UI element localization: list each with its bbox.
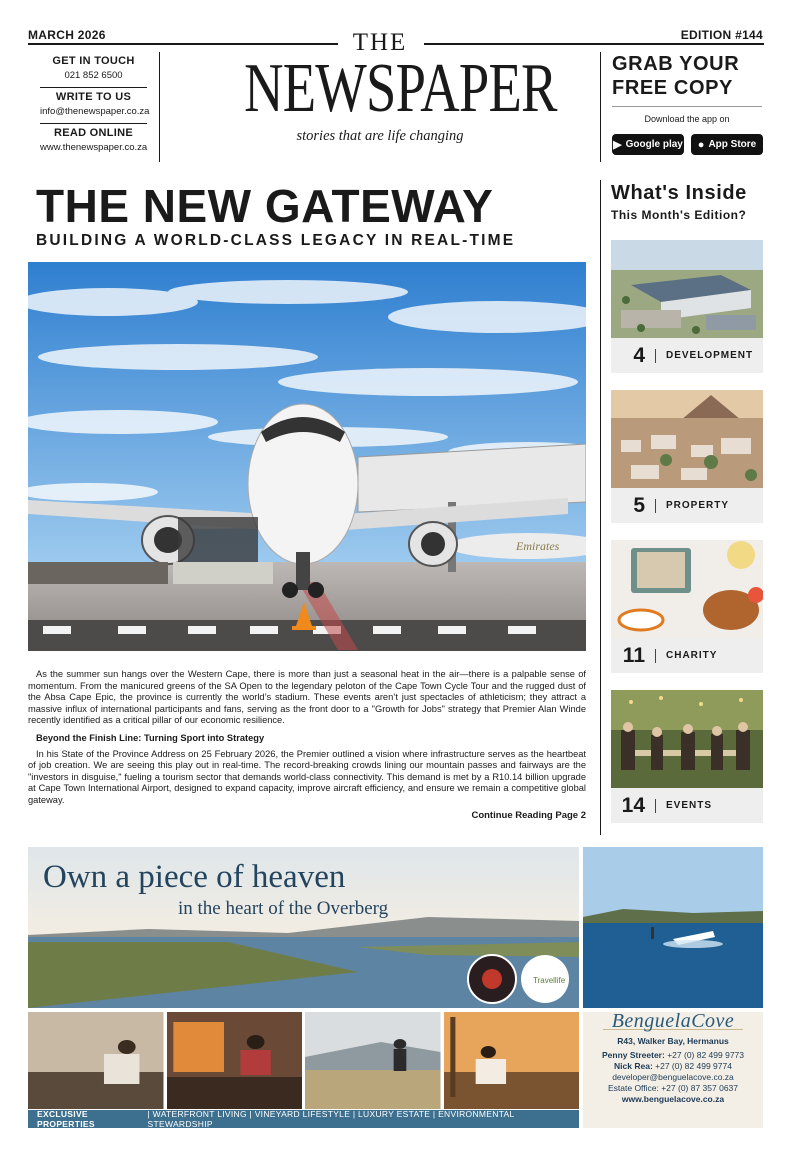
- sidebar-divider: [600, 180, 601, 835]
- page-number: 11: [622, 643, 645, 667]
- main-subheadline: BUILDING A WORLD-CLASS LEGACY IN REAL-TIME: [36, 232, 516, 249]
- contact-web-block: [40, 123, 147, 159]
- property-photo: [611, 390, 763, 488]
- airport-plane-photo: [28, 262, 586, 651]
- page-number: 14: [621, 793, 645, 817]
- ad-subheadline: in the heart of the Overberg: [178, 898, 389, 919]
- contact-column: [28, 52, 160, 162]
- ad-headline: Own a piece of heaven: [43, 859, 346, 895]
- email-link[interactable]: info@thenewspaper.co.za: [40, 106, 150, 117]
- ad-email[interactable]: developer@benguelacove.co.za: [612, 1072, 734, 1082]
- website-link[interactable]: www.thenewspaper.co.za: [40, 142, 148, 153]
- contact-name: Penny Streeter:: [601, 1050, 665, 1060]
- section-label: DEVELOPMENT: [666, 350, 754, 361]
- article-paragraph: In his State of the Province Address on 25 February 2026, the Premier outlined a vision where infrastructure serves as the heartbeat of job creation. We are seeing this play out in real-time. The record-breaking crowds lining our mountain passes and fairways are the "investors in disguise," fueling a tourism sector that demands world-class connectivity. This demand is met by a R10.14 billion upgrade at Cape Town International Airport, designed to expand capacity, improve aircraft efficiency, and ensure we remain a competitive global gateway.: [28, 748, 586, 805]
- separator: [655, 799, 656, 813]
- section-label: PROPERTY: [666, 500, 730, 511]
- sidebar-subtitle: This Month's Edition?: [611, 208, 747, 222]
- ad-contact-panel: [583, 1012, 763, 1128]
- estate-office: Estate Office: +27 (0) 87 357 0637: [607, 1083, 739, 1093]
- play-triangle-icon: ▶: [613, 139, 622, 151]
- ad-footer-bar: [28, 1110, 579, 1128]
- download-text: Download the app on: [644, 114, 730, 124]
- sidebar-item-property[interactable]: [611, 390, 763, 523]
- contact-phone[interactable]: +27 (0) 82 499 9774: [655, 1061, 732, 1071]
- ad-address: R43, Walker Bay, Hermanus: [617, 1036, 729, 1046]
- app-store-button[interactable]: [691, 134, 763, 155]
- ad-boat-image: [583, 847, 763, 1008]
- continue-reading-link[interactable]: Continue Reading Page 2: [471, 810, 586, 821]
- contact-name: Nick Rea:: [614, 1061, 653, 1071]
- contact-email-block: [40, 87, 150, 123]
- article-body: [28, 669, 586, 807]
- contact-phone[interactable]: +27 (0) 82 499 9773: [667, 1050, 745, 1060]
- edition-number: EDITION #144: [680, 28, 763, 42]
- ad-lifestyle-photo: [305, 1012, 441, 1109]
- development-photo: [611, 240, 763, 338]
- travellife-label: Travellife: [533, 976, 566, 985]
- article-subheading: Beyond the Finish Line: Turning Sport into Strategy: [36, 732, 265, 743]
- grab-title-line1: GRAB YOUR: [612, 53, 740, 75]
- award-badge-emblem: [482, 969, 502, 989]
- section-label: CHARITY: [666, 650, 718, 661]
- newspaper-logo: [200, 30, 560, 145]
- brand-the: THE: [352, 29, 408, 56]
- separator: [655, 349, 656, 363]
- contact-title: WRITE TO US: [55, 91, 132, 103]
- separator: [655, 499, 656, 513]
- page-number: 5: [633, 493, 645, 517]
- contact-line: [583, 1061, 763, 1072]
- brand-tagline: stories that are life changing: [296, 128, 464, 144]
- issue-date: MARCH 2026: [28, 28, 106, 42]
- benguela-cove-logo: BenguelaCove: [611, 1010, 735, 1032]
- brand-name: NEWSPAPER: [244, 50, 557, 127]
- sidebar-item-development[interactable]: [611, 240, 763, 373]
- divider: [612, 106, 762, 107]
- contact-title: GET IN TOUCH: [52, 55, 135, 67]
- app-store-label: App Store: [708, 139, 757, 150]
- google-play-button[interactable]: [612, 134, 684, 155]
- ad-lifestyle-photo: [444, 1012, 580, 1109]
- phone-number[interactable]: 021 852 6500: [64, 70, 123, 81]
- grab-title-line2: FREE COPY: [612, 77, 733, 99]
- google-play-label: Google play: [625, 139, 683, 150]
- ad-footer-text: | WATERFRONT LIVING | VINEYARD LIFESTYLE | LUXURY ESTATE | ENVIRONMENTAL STEWARDSHIP: [147, 1109, 515, 1129]
- ad-hero-image: [28, 847, 579, 1008]
- contact-title: READ ONLINE: [53, 127, 134, 139]
- charity-photo: [611, 540, 763, 638]
- ad-lifestyle-photo: [28, 1012, 164, 1109]
- events-photo: [611, 690, 763, 788]
- sidebar-title: What's Inside: [611, 182, 747, 204]
- article-paragraph: As the summer sun hangs over the Western Cape, there is more than just a seasonal heat in the air—there is a palpable sense of momentum. From the manicured greens of the SA Open to the legendary peloton of the Cape Town Cycle Tour and the rugged dust of the Absa Cape Epic, the province is currently the world’s stadium. These events aren’t just spectacles of athleticism; they attract a massive influx of international participants and fans, serving as the front door to a "Growth for Jobs" strategy that Premier Alan Winde recently identified as a critical pillar of our economic resilience.: [28, 669, 586, 726]
- sidebar-item-events[interactable]: [611, 690, 763, 823]
- sidebar-item-charity[interactable]: [611, 540, 763, 673]
- ad-lifestyle-strip: [28, 1012, 579, 1109]
- plane-livery-text: Emirates: [516, 539, 560, 553]
- separator: [655, 649, 656, 663]
- free-copy-panel: [600, 52, 764, 162]
- contact-phone-block: [28, 52, 159, 87]
- main-headline: THE NEW GATEWAY: [36, 180, 494, 232]
- section-label: EVENTS: [666, 800, 713, 811]
- page-number: 4: [633, 343, 645, 367]
- ad-website[interactable]: www.benguelacove.co.za: [621, 1094, 725, 1104]
- ad-footer-bold: EXCLUSIVE PROPERTIES: [37, 1109, 95, 1129]
- apple-icon: ●: [697, 138, 705, 151]
- ad-lifestyle-photo: [167, 1012, 303, 1109]
- contact-line: [583, 1050, 763, 1061]
